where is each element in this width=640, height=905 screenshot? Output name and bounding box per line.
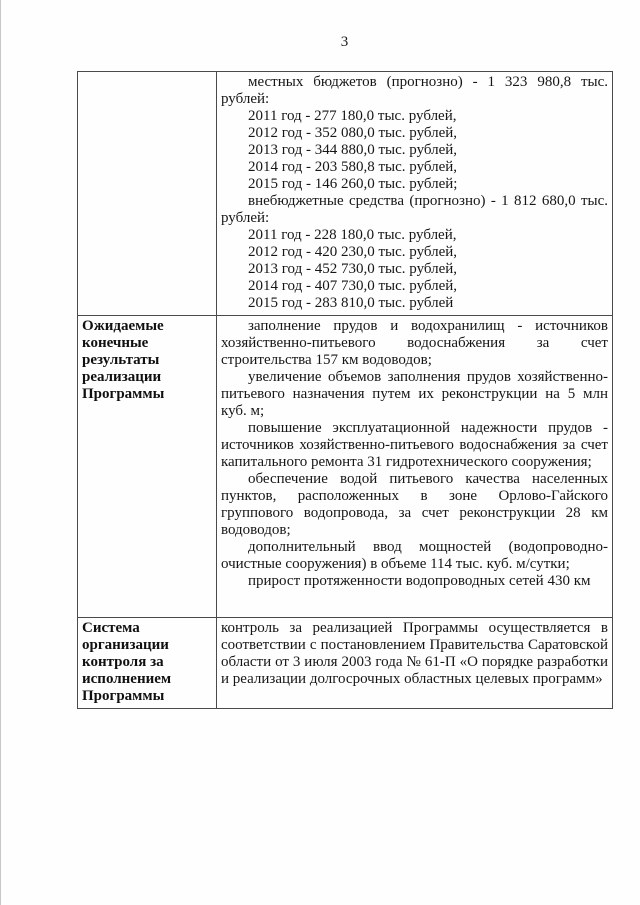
scan-edge-artifact	[0, 0, 1, 905]
year-amount-line: 2014 год - 203 580,8 тыс. рублей,	[248, 159, 458, 175]
row-label-control-system: Система организации контроля за исполнением Программы	[78, 618, 217, 709]
paragraph-reliability: повышение эксплуатационной надежности прудов - источников хозяйственно-питьевого водоснабжения за счет капитального ремонта 31 гидротехнического сооружения;	[221, 420, 608, 470]
paragraph-local-budgets: местных бюджетов (прогнозно) - 1 323 980,8 тыс. рублей:	[221, 74, 608, 107]
table-row-funding-continued	[78, 72, 613, 316]
year-amount-line: 2013 год - 344 880,0 тыс. рублей,	[248, 142, 458, 158]
page-number: 3	[340, 34, 349, 50]
year-amount-line: 2013 год - 452 730,0 тыс. рублей,	[248, 261, 458, 277]
paragraph-network-growth: прирост протяженности водопроводных сетей 430 км	[248, 573, 591, 589]
year-amount-line: 2011 год - 228 180,0 тыс. рублей,	[248, 227, 457, 243]
year-amount-line: 2011 год - 277 180,0 тыс. рублей,	[248, 108, 457, 124]
paragraph-control: контроль за реализацией Программы осуществляется в соответствии с постановлением Правительства Саратовской области от 3 июля 2003 года № 61-П «О порядке разработки и реализации долгосрочных областных целевых программ»	[221, 620, 608, 687]
paragraph-drinking-water: обеспечение водой питьевого качества населенных пунктов, расположенных в зоне Орлово-Гайского группового водопровода, за счет реконструкции 28 км водоводов;	[221, 471, 608, 538]
row-content-cell-expected-results	[217, 316, 613, 618]
program-passport-table	[77, 71, 613, 709]
year-amount-line: 2012 год - 352 080,0 тыс. рублей,	[248, 125, 458, 141]
row-content-cell-control-system	[217, 618, 613, 709]
year-amount-line: 2015 год - 283 810,0 тыс. рублей	[248, 295, 454, 311]
row-content-cell-funding	[217, 72, 613, 316]
paragraph-ponds-filling: заполнение прудов и водохранилищ - источников хозяйственно-питьевого водоснабжения за счет строительства 157 км водоводов;	[221, 318, 608, 368]
paragraph-extrabudgetary-funds: внебюджетные средства (прогнозно) - 1 812 680,0 тыс. рублей:	[221, 193, 608, 226]
paragraph-capacity: дополнительный ввод мощностей (водопроводно-очистные сооружения) в объеме 114 тыс. куб. м/сутки;	[221, 539, 608, 572]
paragraph-volume-increase: увеличение объемов заполнения прудов хозяйственно-питьевого назначения путем их реконструкции на 5 млн куб. м;	[221, 369, 608, 419]
year-amount-line: 2014 год - 407 730,0 тыс. рублей,	[248, 278, 458, 294]
year-amount-line: 2012 год - 420 230,0 тыс. рублей,	[248, 244, 458, 260]
table-row-expected-results	[78, 316, 613, 618]
row-label-cell-empty	[78, 72, 217, 316]
table-row-control-system	[78, 618, 613, 709]
row-label-expected-results: Ожидаемые конечные результаты реализации Программы	[78, 316, 217, 618]
year-amount-line: 2015 год - 146 260,0 тыс. рублей;	[248, 176, 458, 192]
